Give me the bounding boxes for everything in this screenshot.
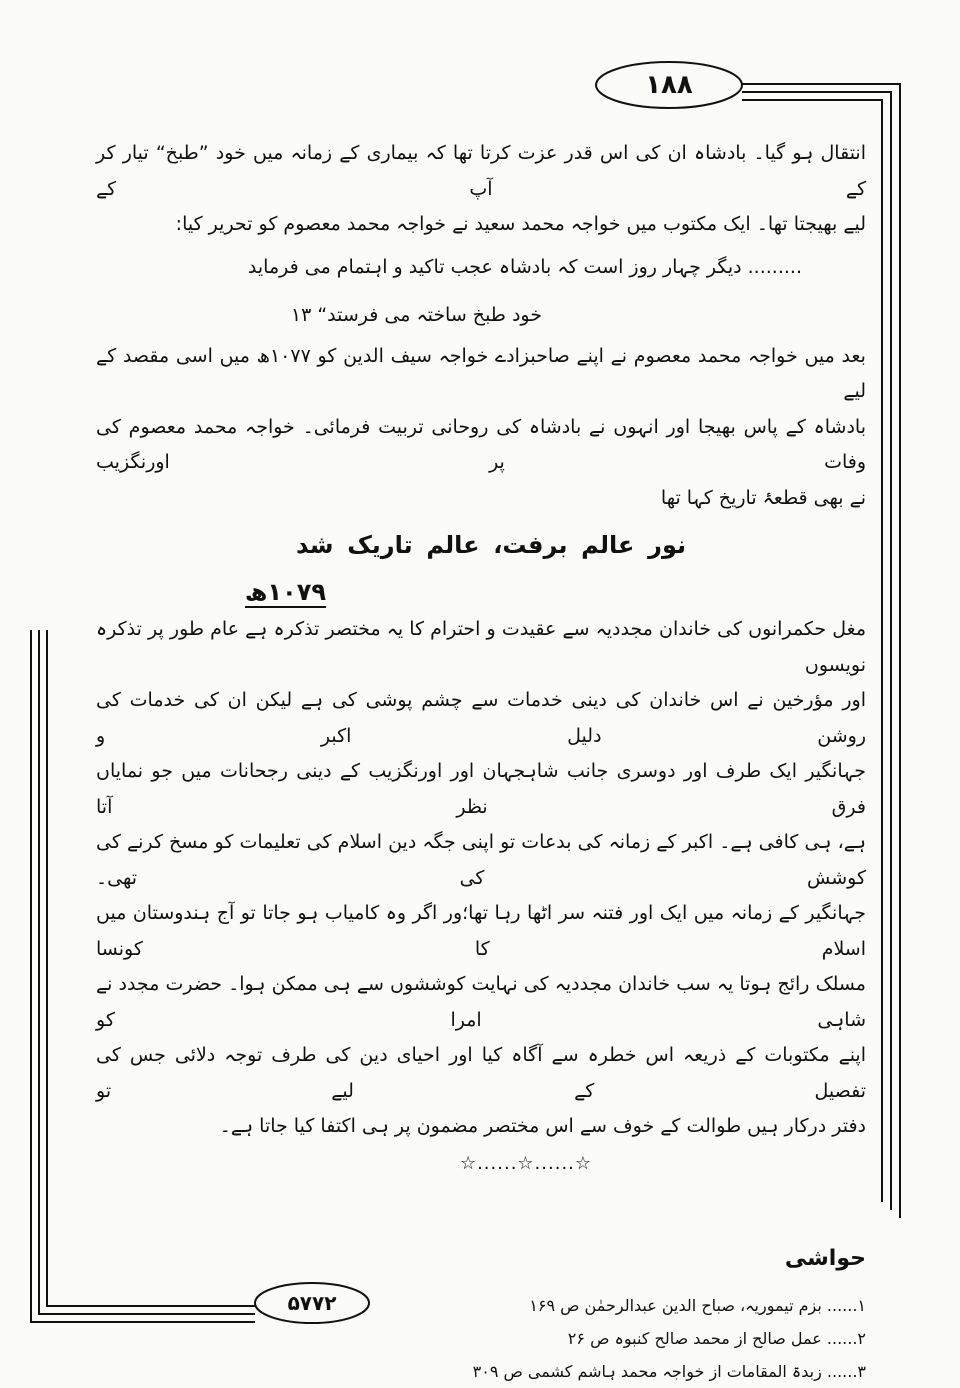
text-line: نے بھی قطعۂ تاریخ کہا تھا xyxy=(660,486,866,509)
persian-quotation xyxy=(96,243,866,339)
text-line: مغل حکمرانوں کی خاندان مجددیہ سے عقیدت و احترام کا یہ مختصر تذکرہ ہے عام طور پر تذکرہ نویسوں xyxy=(96,618,866,676)
text-line: دفتر درکار ہیں طوالت کے خوف سے اس مختصر مضمون پر ہی اکتفا کیا جاتا ہے۔ xyxy=(219,1115,866,1137)
paragraph-1 xyxy=(96,136,866,243)
text-line: بعد میں خواجہ محمد معصوم نے اپنے صاحبزادے خواجہ سیف الدین کو ۱۰۷۷ھ میں اسی مقصد کے لیے xyxy=(96,344,866,402)
star-divider: ☆......☆......☆ xyxy=(459,1152,593,1174)
verse-word: برفت، xyxy=(493,531,568,559)
text-line: جہانگیر کے زمانہ میں ایک اور فتنہ سر اٹھا رہا تھا؛ور اگر وہ کامیاب ہو جاتا تو آج ہندوستان میں اسلام کا کونسا xyxy=(96,902,866,960)
main-text xyxy=(96,136,866,1388)
text-line: مسلک رائج ہوتا یہ سب خاندان مجددیہ کی نہایت کوششوں سے ہی ممکن ہوا۔ حضرت مجدد نے شاہی امرا کو xyxy=(96,973,866,1031)
page-number: ۱۸۸ xyxy=(645,70,693,100)
verse-word: شد xyxy=(296,531,334,559)
hijri-year-value: ۱۰۷۹ھ xyxy=(244,578,326,606)
quote-line: خود طبخ ساختہ می فرستد“ ۱۳ xyxy=(290,303,542,326)
paragraph-2 xyxy=(96,339,866,517)
text-line: بادشاہ کے پاس بھیجا اور انہوں نے بادشاہ کی روحانی تربیت فرمائی۔ خواجہ محمد معصوم کی وفات پر اورنگزیب xyxy=(96,415,866,473)
footnote-item: ۲...... عمل صالح از محمد صالح کنبوہ ص ۲۶ xyxy=(567,1328,866,1348)
notes-heading: حواشی xyxy=(784,1245,866,1271)
page-footer-number: ۵۷۷۲ xyxy=(287,1291,337,1315)
text-line: اپنے مکتوبات کے ذریعہ اس خطرہ سے آگاہ کیا اور احیای دین کی طرف توجہ دلائی جس کی تفصیل کے لیے تو xyxy=(96,1044,866,1102)
footnote-item: ۱...... بزم تیموریہ، صباح الدین عبدالرحمٰن ص ۱۶۹ xyxy=(529,1295,866,1315)
verse-word: تاریک xyxy=(347,531,413,559)
chronogram-verse xyxy=(96,522,866,568)
text-line: لیے بھیجتا تھا۔ ایک مکتوب میں خواجہ محمد سعید نے خواجہ محمد معصوم کو تحریر کیا: xyxy=(175,213,866,235)
text-line: جہانگیر ایک طرف اور دوسری جانب شاہجہان اور اورنگزیب کے دینی رجحانات میں جو نمایاں فرق نظر آتا xyxy=(96,760,866,818)
footnotes-list xyxy=(96,1289,866,1388)
chronogram-year xyxy=(96,572,866,612)
verse-word: عالم xyxy=(581,531,635,559)
text-line: ہے، ہی کافی ہے۔ اکبر کے زمانہ کی بدعات تو اپنی جگہ دین اسلام کی تعلیمات کو مسخ کرنے کی کوشش کی تھی۔ xyxy=(96,831,866,889)
quote-line: ......... دیگر چہار روز است کہ بادشاہ عجب تاکید و اہتمام می فرماید xyxy=(247,255,802,278)
paragraph-3 xyxy=(96,612,866,1145)
footnote-item: ۳...... زبدۃ المقامات از خواجہ محمد ہاشم کشمی ص ۳۰۹ xyxy=(472,1361,866,1381)
verse-word: نور xyxy=(648,531,686,559)
text-line: انتقال ہو گیا۔ بادشاہ ان کی اس قدر عزت کرتا تھا کہ بیماری کے زمانہ میں خود ”طبخ“ تیار کر کے آپ کے xyxy=(96,142,866,200)
text-line: اور مؤرخین نے اس خاندان کی دینی خدمات سے چشم پوشی کی ہے لیکن ان کی خدمات کی روشن دلیل اکبر و xyxy=(96,689,866,747)
verse-word: عالم xyxy=(426,531,480,559)
